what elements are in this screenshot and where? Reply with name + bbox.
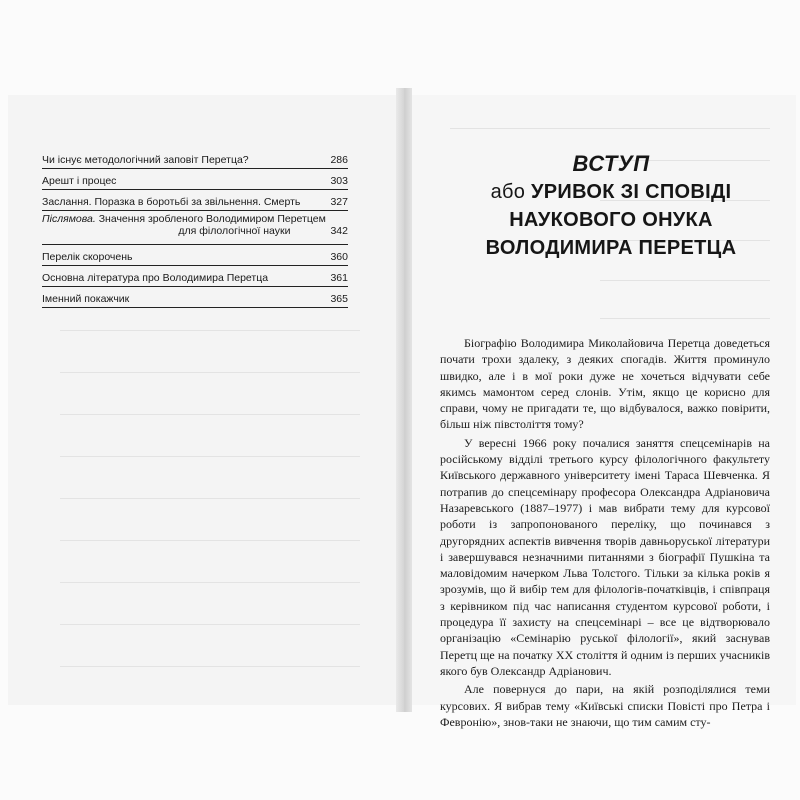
toc-page-number: 327: [330, 196, 348, 208]
toc-page-number: 303: [330, 175, 348, 187]
body-paragraph: Але повернуся до пари, на якій розподілялися теми курсових. Я вибрав тему «Київські списки Повісті про Петра і Февронію», знов-таки не знаючи, що тим самим сту-: [440, 682, 770, 729]
chapter-subtitle-text: УРИВОК ЗІ СПОВІДІ: [531, 181, 732, 203]
toc-title-line-1: [42, 213, 348, 225]
toc-page-number: 361: [330, 272, 348, 284]
toc-title: Заслання. Поразка в боротьбі за звільнення. Смерть: [42, 196, 301, 208]
toc-title: Чи існує методологічний заповіт Перетца?: [42, 154, 249, 166]
toc-title: Значення зробленого Володимиром Перетцем: [98, 213, 326, 225]
toc-title: Іменний покажчик: [42, 293, 130, 305]
show-through-line: [60, 414, 360, 415]
toc-title-italic-prefix: Післямова.: [42, 213, 96, 225]
toc-title: Перелік скорочень: [42, 251, 133, 263]
body-text: [440, 335, 770, 730]
toc-row: [42, 190, 348, 211]
toc-row: [42, 211, 348, 245]
toc-page-number: 360: [330, 251, 348, 263]
table-of-contents: [42, 148, 348, 308]
show-through-line: [60, 330, 360, 331]
toc-row: [42, 169, 348, 190]
body-paragraph: У вересні 1966 року почалися заняття спецсемінарів на російському відділі третього курсу філологічного факультету Київського державного університету імені Тараса Шевченка. Я потрапив до спецсемінару професора Олександра Адріановича Назаревського (1887–1977) і мав вибрати тему для курсової роботи із запропонованого переліку, що починався з другорядних аспектів вивчення творів давньоруської літератури і завершувався незначними питаннями з біографії Пушкіна та маловідомим начерком Льва Толстого. Тільки за кілька років я зрозумів, що й вибір тем для філологів-початківців, і співпраця з керівником під час написання студентом курсової роботи, і процедура її захисту на спецсемінарі – все це відтворювало організацію «Семінарію руської філології», який заснував Перетц ще на початку ХХ століття й одним із перших учасників якого був Олександр Адріанович.: [440, 435, 770, 678]
toc-page-number: 342: [330, 225, 348, 237]
toc-title-line-2: [42, 225, 348, 237]
toc-title: Основна література про Володимира Перетца: [42, 272, 269, 284]
chapter-heading: [442, 150, 780, 262]
toc-row: [42, 287, 348, 308]
toc-title: Арешт і процес: [42, 175, 117, 187]
toc-title-continuation: для філологічної науки: [178, 225, 291, 237]
toc-row: [42, 266, 348, 287]
chapter-subtitle-line-3: ВОЛОДИМИРА ПЕРЕТЦА: [485, 237, 737, 259]
chapter-subtitle-prefix: або: [490, 181, 526, 203]
chapter-subtitle-line-1: [442, 178, 780, 206]
show-through-line: [600, 318, 770, 319]
show-through-line: [600, 280, 770, 281]
show-through-line: [60, 624, 360, 625]
chapter-subtitle-line-2: НАУКОВОГО ОНУКА: [509, 209, 713, 231]
show-through-line: [60, 582, 360, 583]
show-through-line: [60, 456, 360, 457]
toc-page-number: 365: [330, 293, 348, 305]
chapter-title: ВСТУП: [572, 151, 650, 176]
show-through-line: [60, 372, 360, 373]
body-paragraph: Біографію Володимира Миколайовича Перетца доведеться почати трохи здалеку, з деяких спогадів. Життя проминуло швидко, але і в мої роки дуже не хочеться відчувати себе якимсь мамонтом серед слонів. Утім, якщо це корисно для справи, чому не пригадати те, що відбувалося, важко повірити, більш ніж півстоліття тому?: [440, 336, 770, 432]
book-gutter: [396, 88, 412, 712]
toc-page-number: 286: [330, 154, 348, 166]
show-through-line: [450, 128, 770, 129]
toc-row: [42, 245, 348, 266]
show-through-line: [60, 498, 360, 499]
show-through-line: [60, 666, 360, 667]
show-through-line: [60, 540, 360, 541]
toc-row: [42, 148, 348, 169]
